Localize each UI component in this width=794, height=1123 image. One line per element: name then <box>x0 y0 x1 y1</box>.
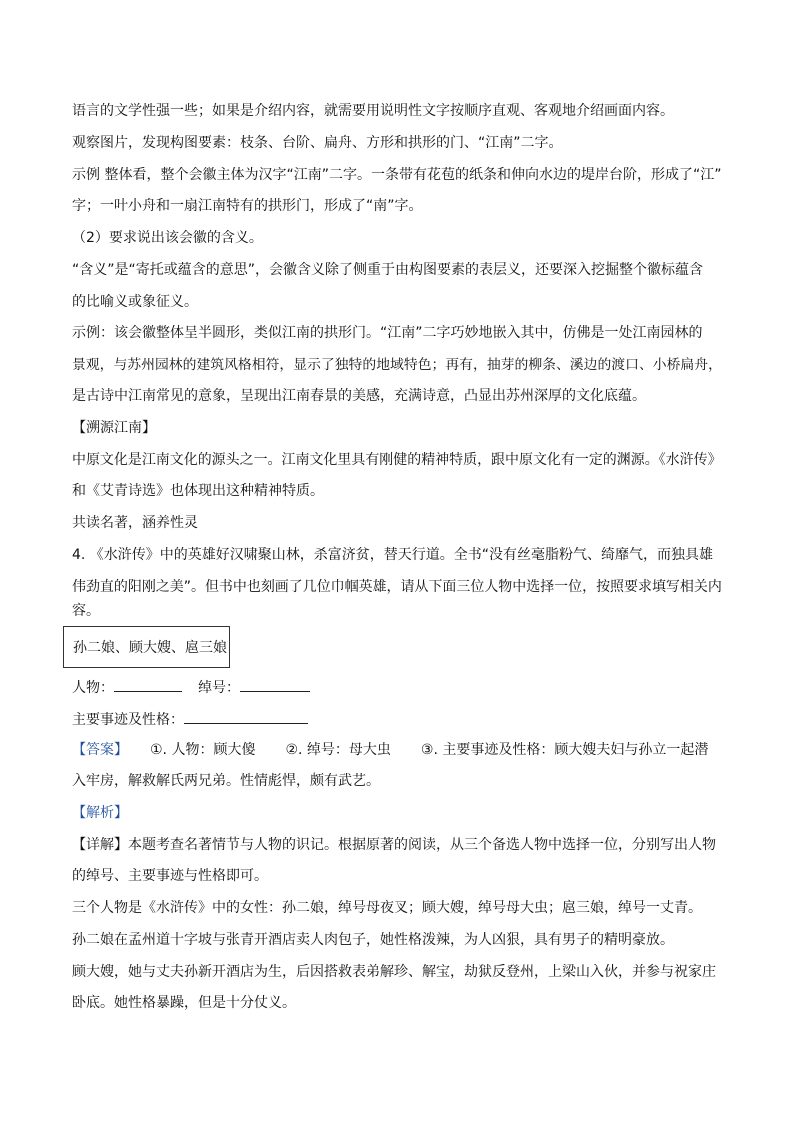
answer-item-1: ①. 人物：顾大傻 <box>150 742 256 758</box>
fill-row-deeds <box>72 709 308 730</box>
nickname-label: 绰号： <box>198 680 240 696</box>
character-options-text: 孙二娘、顾大嫂、扈三娘 <box>73 640 227 656</box>
person-blank <box>114 677 182 692</box>
paragraph-line: 示例 整体看，整个会徽主体为汉字“江南”二字。一条带有花苞的纸条和伸向水边的堤岸台阶，形成了“江” <box>72 167 722 183</box>
detail-line <box>72 835 716 855</box>
paragraph-line: 中原文化是江南文化的源头之一。江南文化里具有刚健的精神特质，跟中原文化有一定的渊源。《水浒传》 <box>72 452 722 468</box>
section-heading: 共读名著，涵养性灵 <box>72 515 198 531</box>
paragraph-line: 语言的文学性强一些；如果是介绍内容，就需要用说明性文字按顺序直观、客观地介绍画面内容。 <box>72 103 674 119</box>
paragraph-line: “含义”是“寄托或蕴含的意思”，会徽含义除了侧重于由构图要素的表层义，还要深入挖掘整个徽标蕴含 <box>72 262 704 278</box>
question-line: 4. 《水浒传》中的英雄好汉啸聚山林，杀富济贫，替天行道。全书“没有丝毫脂粉气、绮靡气，而独具雄 <box>72 547 714 563</box>
detail-line: 顾大嫂，她与丈夫孙新开酒店为生，后因搭救表弟解珍、解宝，劫狱反登州，上梁山入伙，并参与祝家庄 <box>72 964 716 980</box>
deeds-blank <box>184 709 308 724</box>
paragraph-line: 景观，与苏州园林的建筑风格相符，显示了独特的地域特色；再有，抽芽的柳条、溪边的渡口、小桥扁舟， <box>72 357 722 373</box>
detail-line: 的绰号、主要事迹与性格即可。 <box>72 868 268 884</box>
answer-line: 入牢房，解救解氏两兄弟。性情彪悍，颇有武艺。 <box>72 773 380 789</box>
answer-line <box>72 740 708 760</box>
fill-row-person-nickname <box>72 677 310 698</box>
detail-line: 孙二娘在孟州道十字坡与张青开酒店卖人肉包子，她性格泼辣，为人凶狠，具有男子的精明豪放。 <box>72 932 674 948</box>
paragraph-line: 是古诗中江南常见的意象，呈现出江南春景的美感，充满诗意，凸显出苏州深厚的文化底蕴。 <box>72 388 646 404</box>
detail-line: 三个人物是《水浒传》中的女性：孙二娘，绰号母夜叉；顾大嫂，绰号母大虫；扈三娘，绰号一丈青。 <box>72 900 702 916</box>
character-options-box <box>63 626 230 668</box>
question-line: 伟劲直的阳刚之美”。但书中也刻画了几位巾帼英雄，请从下面三位人物中选择一位，按照要求填写相关内 <box>72 579 722 595</box>
answer-tag: 【答案】 <box>72 742 128 758</box>
question-subitem: （2）要求说出该会徽的含义。 <box>72 230 263 246</box>
deeds-label: 主要事迹及性格： <box>72 712 184 728</box>
paragraph-line: 字；一叶小舟和一扇江南特有的拱形门，形成了“南”字。 <box>72 198 423 214</box>
answer-item-2: ②. 绰号：母大虫 <box>285 742 391 758</box>
paragraph-line: 示例：该会徽整体呈半圆形，类似江南的拱形门。“江南”二字巧妙地嵌入其中，仿佛是一处江南园林的 <box>72 325 703 341</box>
detail-tag: 【详解】 <box>72 837 128 853</box>
person-label: 人物： <box>72 680 114 696</box>
section-heading: 【溯源江南】 <box>72 420 156 436</box>
analysis-tag: 【解析】 <box>72 805 128 821</box>
question-line: 容。 <box>72 603 100 619</box>
paragraph-line: 和《艾青诗选》也体现出这种精神特质。 <box>72 483 324 499</box>
detail-line: 卧底。她性格暴躁，但是十分仗义。 <box>72 995 296 1011</box>
paragraph-line: 的比喻义或象征义。 <box>72 294 198 310</box>
answer-item-3: ③. 主要事迹及性格：顾大嫂夫妇与孙立一起潜 <box>420 742 709 758</box>
nickname-blank <box>240 677 310 692</box>
detail-text: 本题考查名著情节与人物的识记。根据原著的阅读，从三个备选人物中选择一位，分别写出人物 <box>128 837 716 853</box>
paragraph-line: 观察图片，发现构图要素：枝条、台阶、扁舟、方形和拱形的门、“江南”二字。 <box>72 135 563 151</box>
